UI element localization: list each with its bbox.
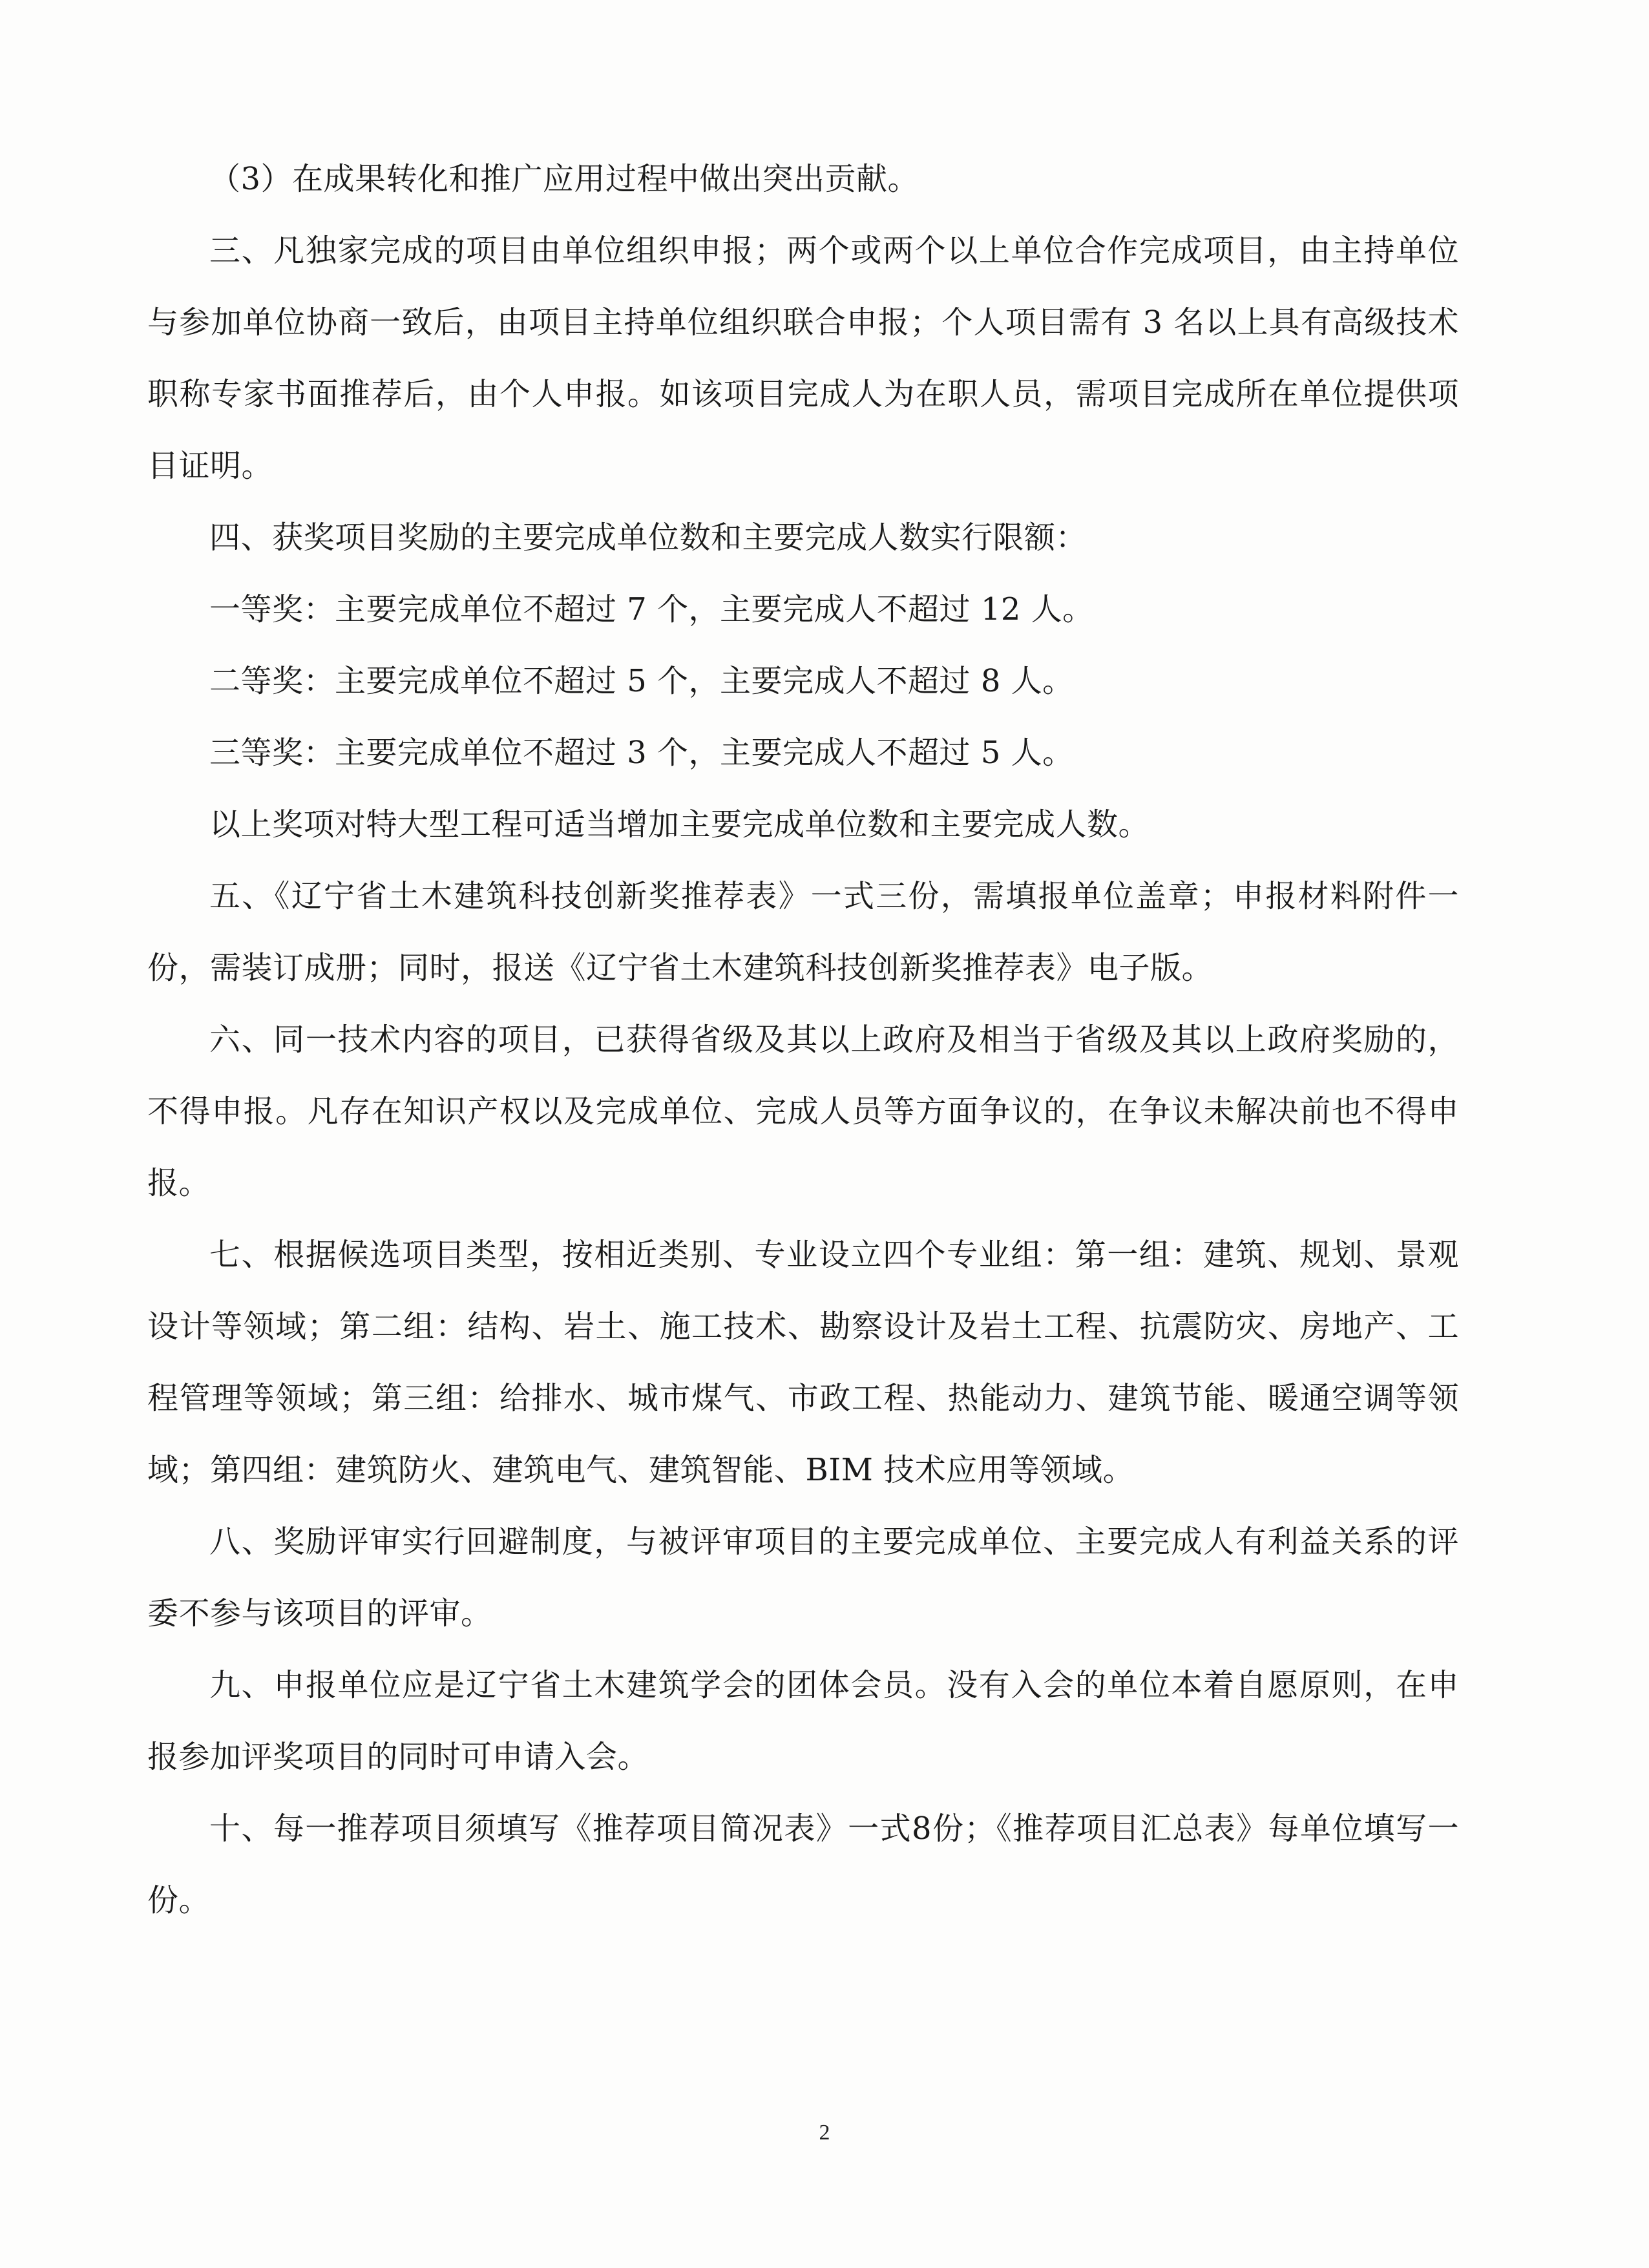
paragraph-section-3: 三、凡独家完成的项目由单位组织申报；两个或两个以上单位合作完成项目，由主持单位与参加单位协商一致后，由项目主持单位组织联合申报；个人项目需有 3 名以上具有高级技术职称专家书面推荐后，由个人申报。如该项目完成人为在职人员，需项目完成所在单位提供项目证明。 (147, 233, 1459, 484)
paragraph-section-7: 七、根据候选项目类型，按相近类别、专业设立四个专业组：第一组：建筑、规划、景观设计等领域；第二组：结构、岩土、施工技术、勘察设计及岩土工程、抗震防灾、房地产、工程管理等领域；第三组：给排水、城市煤气、市政工程、热能动力、建筑节能、暖通空调等领域；第四组：建筑防火、建筑电气、建筑智能、BIM 技术应用等领域。 (147, 1237, 1459, 1488)
paragraph-large-project-note: 以上奖项对特大型工程可适当增加主要完成单位数和主要完成人数。 (209, 806, 1150, 843)
paragraph-section-4: 四、获奖项目奖励的主要完成单位数和主要完成人数实行限额： (209, 520, 1087, 556)
paragraph-third-prize: 三等奖：主要完成单位不超过 3 个，主要完成人不超过 5 人。 (209, 735, 1074, 771)
page-number: 2 (819, 2121, 830, 2145)
paragraph-section-5: 五、《辽宁省土木建筑科技创新奖推荐表》一式三份，需填报单位盖章；申报材料附件一份，需装订成册；同时，报送《辽宁省土木建筑科技创新奖推荐表》电子版。 (147, 878, 1459, 986)
paragraph-item-3: （3）在成果转化和推广应用过程中做出突出贡献。 (209, 161, 919, 197)
paragraph-second-prize: 二等奖：主要完成单位不超过 5 个，主要完成人不超过 8 人。 (209, 663, 1074, 699)
paragraph-section-6: 六、同一技术内容的项目，已获得省级及其以上政府及相当于省级及其以上政府奖励的，不得申报。凡存在知识产权以及完成单位、完成人员等方面争议的，在争议未解决前也不得申报。 (147, 1022, 1459, 1201)
paragraph-section-8: 八、奖励评审实行回避制度，与被评审项目的主要完成单位、主要完成人有利益关系的评委不参与该项目的评审。 (147, 1524, 1459, 1632)
paragraph-section-10: 十、每一推荐项目须填写《推荐项目简况表》一式8份；《推荐项目汇总表》每单位填写一份。 (147, 1811, 1459, 1918)
paragraph-first-prize: 一等奖：主要完成单位不超过 7 个，主要完成人不超过 12 人。 (209, 591, 1094, 627)
document-body (147, 143, 1459, 1937)
paragraph-section-9: 九、申报单位应是辽宁省土木建筑学会的团体会员。没有入会的单位本着自愿原则，在申报参加评奖项目的同时可申请入会。 (147, 1667, 1459, 1775)
